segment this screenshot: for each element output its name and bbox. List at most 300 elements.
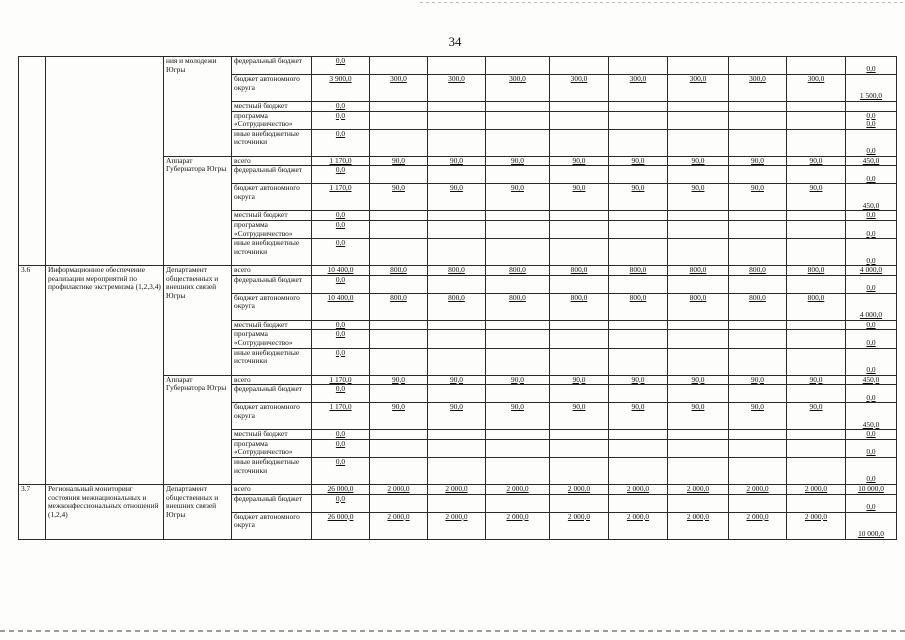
year-amount-cell: 90,0 bbox=[370, 403, 428, 430]
funding-source-cell: федеральный бюджет bbox=[232, 57, 312, 75]
year-amount-cell bbox=[428, 57, 486, 75]
year-amount-cell bbox=[609, 348, 668, 375]
funding-source-cell: местный бюджет bbox=[232, 211, 312, 221]
period-amount-cell: 450,0 bbox=[846, 156, 897, 166]
year-amount-cell bbox=[729, 320, 787, 330]
total-amount-cell: 0,0 bbox=[312, 129, 370, 156]
period-amount-cell: 0,0 bbox=[846, 57, 897, 75]
year-amount-cell bbox=[787, 220, 846, 238]
funding-source-cell: местный бюджет bbox=[232, 430, 312, 440]
year-amount-cell: 800,0 bbox=[428, 293, 486, 320]
funding-source-cell: бюджет автономного округа bbox=[232, 403, 312, 430]
year-amount-cell: 90,0 bbox=[550, 156, 609, 166]
funding-source-cell: программа «Сотрудничество» bbox=[232, 220, 312, 238]
year-amount-cell: 90,0 bbox=[787, 403, 846, 430]
total-amount-cell: 1 170,0 bbox=[312, 403, 370, 430]
year-amount-cell bbox=[428, 239, 486, 266]
funding-source-cell: федеральный бюджет bbox=[232, 166, 312, 184]
year-amount-cell bbox=[370, 239, 428, 266]
period-amount-cell: 0,0 bbox=[846, 494, 897, 512]
year-amount-cell bbox=[428, 275, 486, 293]
year-amount-cell bbox=[428, 102, 486, 112]
year-amount-cell bbox=[668, 457, 729, 484]
total-amount-cell: 0,0 bbox=[312, 57, 370, 75]
funding-source-cell: бюджет автономного округа bbox=[232, 512, 312, 539]
year-amount-cell: 300,0 bbox=[370, 75, 428, 102]
year-amount-cell bbox=[428, 111, 486, 129]
table-row bbox=[19, 266, 897, 276]
year-amount-cell: 2 000,0 bbox=[668, 484, 729, 494]
year-amount-cell bbox=[428, 220, 486, 238]
year-amount-cell bbox=[609, 166, 668, 184]
year-amount-cell bbox=[428, 385, 486, 403]
year-amount-cell: 800,0 bbox=[729, 293, 787, 320]
year-amount-cell bbox=[550, 275, 609, 293]
period-amount-cell: 0,0 bbox=[846, 239, 897, 266]
year-amount-cell bbox=[370, 102, 428, 112]
year-amount-cell: 300,0 bbox=[428, 75, 486, 102]
year-amount-cell bbox=[787, 439, 846, 457]
year-amount-cell bbox=[370, 129, 428, 156]
year-amount-cell bbox=[729, 220, 787, 238]
year-amount-cell bbox=[729, 330, 787, 348]
year-amount-cell bbox=[609, 111, 668, 129]
year-amount-cell: 800,0 bbox=[668, 293, 729, 320]
year-amount-cell bbox=[428, 129, 486, 156]
year-amount-cell bbox=[370, 385, 428, 403]
year-amount-cell: 2 000,0 bbox=[486, 512, 550, 539]
year-amount-cell bbox=[668, 275, 729, 293]
year-amount-cell bbox=[550, 494, 609, 512]
year-amount-cell bbox=[486, 348, 550, 375]
year-amount-cell bbox=[668, 57, 729, 75]
year-amount-cell bbox=[729, 111, 787, 129]
funding-source-cell: местный бюджет bbox=[232, 320, 312, 330]
year-amount-cell bbox=[370, 494, 428, 512]
year-amount-cell: 90,0 bbox=[729, 184, 787, 211]
year-amount-cell bbox=[787, 239, 846, 266]
year-amount-cell: 90,0 bbox=[668, 184, 729, 211]
year-amount-cell bbox=[668, 211, 729, 221]
year-amount-cell bbox=[729, 430, 787, 440]
year-amount-cell bbox=[609, 320, 668, 330]
year-amount-cell bbox=[550, 348, 609, 375]
year-amount-cell bbox=[550, 330, 609, 348]
year-amount-cell bbox=[609, 385, 668, 403]
year-amount-cell bbox=[787, 211, 846, 221]
year-amount-cell bbox=[609, 102, 668, 112]
task-cell bbox=[46, 57, 164, 266]
year-amount-cell: 300,0 bbox=[550, 75, 609, 102]
year-amount-cell bbox=[550, 57, 609, 75]
funding-source-cell: бюджет автономного округа bbox=[232, 293, 312, 320]
funding-source-cell: бюджет автономного округа bbox=[232, 75, 312, 102]
year-amount-cell bbox=[787, 275, 846, 293]
funding-source-cell: иные внебюджетные источники bbox=[232, 129, 312, 156]
year-amount-cell bbox=[486, 111, 550, 129]
year-amount-cell bbox=[550, 211, 609, 221]
year-amount-cell bbox=[370, 275, 428, 293]
year-amount-cell: 800,0 bbox=[787, 266, 846, 276]
year-amount-cell: 800,0 bbox=[370, 293, 428, 320]
year-amount-cell: 2 000,0 bbox=[370, 484, 428, 494]
year-amount-cell: 90,0 bbox=[550, 403, 609, 430]
funding-source-cell: всего bbox=[232, 484, 312, 494]
page-number: 34 bbox=[448, 34, 462, 49]
year-amount-cell bbox=[668, 111, 729, 129]
year-amount-cell: 800,0 bbox=[609, 293, 668, 320]
year-amount-cell: 2 000,0 bbox=[609, 512, 668, 539]
year-amount-cell: 2 000,0 bbox=[729, 484, 787, 494]
year-amount-cell bbox=[428, 211, 486, 221]
row-number-cell: 3.7 bbox=[19, 484, 46, 539]
year-amount-cell bbox=[609, 220, 668, 238]
year-amount-cell: 90,0 bbox=[668, 403, 729, 430]
year-amount-cell: 800,0 bbox=[550, 266, 609, 276]
year-amount-cell bbox=[428, 457, 486, 484]
period-amount-cell bbox=[846, 102, 897, 112]
year-amount-cell bbox=[787, 102, 846, 112]
year-amount-cell bbox=[550, 166, 609, 184]
year-amount-cell bbox=[668, 494, 729, 512]
period-amount-cell: 0,0 bbox=[846, 430, 897, 440]
year-amount-cell bbox=[668, 430, 729, 440]
year-amount-cell bbox=[787, 430, 846, 440]
year-amount-cell bbox=[729, 129, 787, 156]
year-amount-cell bbox=[486, 320, 550, 330]
year-amount-cell bbox=[729, 57, 787, 75]
year-amount-cell bbox=[486, 457, 550, 484]
year-amount-cell: 90,0 bbox=[428, 375, 486, 385]
scan-edge-top bbox=[420, 2, 905, 3]
period-amount-cell: 0,0 bbox=[846, 275, 897, 293]
funding-source-cell: всего bbox=[232, 156, 312, 166]
period-amount-cell: 0,0 bbox=[846, 348, 897, 375]
year-amount-cell: 2 000,0 bbox=[486, 484, 550, 494]
year-amount-cell bbox=[550, 239, 609, 266]
year-amount-cell bbox=[550, 111, 609, 129]
total-amount-cell: 0,0 bbox=[312, 220, 370, 238]
year-amount-cell: 90,0 bbox=[428, 156, 486, 166]
funding-source-cell: всего bbox=[232, 375, 312, 385]
total-amount-cell: 0,0 bbox=[312, 330, 370, 348]
year-amount-cell bbox=[729, 166, 787, 184]
total-amount-cell: 0,0 bbox=[312, 430, 370, 440]
year-amount-cell: 90,0 bbox=[486, 403, 550, 430]
year-amount-cell bbox=[729, 239, 787, 266]
year-amount-cell bbox=[550, 430, 609, 440]
year-amount-cell: 90,0 bbox=[486, 156, 550, 166]
year-amount-cell bbox=[370, 430, 428, 440]
year-amount-cell bbox=[609, 57, 668, 75]
year-amount-cell bbox=[787, 57, 846, 75]
year-amount-cell: 90,0 bbox=[370, 184, 428, 211]
year-amount-cell: 800,0 bbox=[370, 266, 428, 276]
year-amount-cell bbox=[486, 129, 550, 156]
year-amount-cell bbox=[787, 129, 846, 156]
year-amount-cell bbox=[668, 166, 729, 184]
year-amount-cell: 300,0 bbox=[609, 75, 668, 102]
table-row bbox=[19, 57, 897, 75]
year-amount-cell: 800,0 bbox=[729, 266, 787, 276]
year-amount-cell: 90,0 bbox=[370, 375, 428, 385]
total-amount-cell: 10 400,0 bbox=[312, 266, 370, 276]
year-amount-cell: 2 000,0 bbox=[550, 512, 609, 539]
year-amount-cell bbox=[428, 430, 486, 440]
year-amount-cell: 800,0 bbox=[668, 266, 729, 276]
total-amount-cell: 0,0 bbox=[312, 102, 370, 112]
year-amount-cell: 90,0 bbox=[609, 156, 668, 166]
executor-cell: Департамент общественных и внешних связей Югры bbox=[164, 484, 232, 539]
year-amount-cell bbox=[370, 330, 428, 348]
executor-cell: Департамент общественных и внешних связей Югры bbox=[164, 266, 232, 375]
year-amount-cell bbox=[787, 330, 846, 348]
total-amount-cell: 0,0 bbox=[312, 494, 370, 512]
year-amount-cell: 300,0 bbox=[787, 75, 846, 102]
year-amount-cell bbox=[668, 102, 729, 112]
year-amount-cell bbox=[729, 211, 787, 221]
funding-source-cell: программа «Сотрудничество» bbox=[232, 330, 312, 348]
year-amount-cell bbox=[486, 430, 550, 440]
funding-source-cell: федеральный бюджет bbox=[232, 275, 312, 293]
period-amount-cell: 0,0 bbox=[846, 385, 897, 403]
period-amount-cell: 4 000,0 bbox=[846, 266, 897, 276]
funding-source-cell: иные внебюджетные источники bbox=[232, 239, 312, 266]
year-amount-cell: 2 000,0 bbox=[550, 484, 609, 494]
year-amount-cell bbox=[609, 439, 668, 457]
year-amount-cell bbox=[609, 430, 668, 440]
funding-source-cell: программа «Сотрудничество» bbox=[232, 111, 312, 129]
total-amount-cell: 0,0 bbox=[312, 348, 370, 375]
year-amount-cell bbox=[668, 385, 729, 403]
year-amount-cell bbox=[428, 166, 486, 184]
year-amount-cell bbox=[370, 211, 428, 221]
year-amount-cell: 90,0 bbox=[428, 403, 486, 430]
period-amount-cell: 0,0 0,0 bbox=[846, 111, 897, 129]
year-amount-cell bbox=[428, 330, 486, 348]
period-amount-cell: 0,0 bbox=[846, 320, 897, 330]
year-amount-cell bbox=[550, 129, 609, 156]
year-amount-cell bbox=[486, 385, 550, 403]
year-amount-cell bbox=[428, 320, 486, 330]
year-amount-cell: 2 000,0 bbox=[370, 512, 428, 539]
year-amount-cell bbox=[609, 457, 668, 484]
total-amount-cell: 1 170,0 bbox=[312, 156, 370, 166]
year-amount-cell bbox=[370, 439, 428, 457]
year-amount-cell bbox=[486, 330, 550, 348]
year-amount-cell: 90,0 bbox=[609, 184, 668, 211]
period-amount-cell: 0,0 bbox=[846, 166, 897, 184]
year-amount-cell: 300,0 bbox=[486, 75, 550, 102]
year-amount-cell bbox=[550, 220, 609, 238]
year-amount-cell bbox=[609, 330, 668, 348]
funding-source-cell: бюджет автономного округа bbox=[232, 184, 312, 211]
budget-table bbox=[18, 56, 897, 540]
year-amount-cell: 90,0 bbox=[609, 375, 668, 385]
executor-cell: ния и молодежи Югры bbox=[164, 57, 232, 157]
year-amount-cell bbox=[486, 220, 550, 238]
year-amount-cell bbox=[428, 348, 486, 375]
year-amount-cell: 800,0 bbox=[486, 293, 550, 320]
period-amount-cell: 0,0 bbox=[846, 211, 897, 221]
year-amount-cell: 90,0 bbox=[668, 375, 729, 385]
funding-source-cell: всего bbox=[232, 266, 312, 276]
funding-source-cell: иные внебюджетные источники bbox=[232, 457, 312, 484]
year-amount-cell bbox=[609, 239, 668, 266]
total-amount-cell: 26 000,0 bbox=[312, 512, 370, 539]
year-amount-cell: 90,0 bbox=[729, 375, 787, 385]
year-amount-cell bbox=[550, 439, 609, 457]
year-amount-cell: 2 000,0 bbox=[729, 512, 787, 539]
year-amount-cell bbox=[729, 494, 787, 512]
period-amount-cell: 0,0 bbox=[846, 457, 897, 484]
year-amount-cell bbox=[370, 348, 428, 375]
total-amount-cell: 1 170,0 bbox=[312, 184, 370, 211]
year-amount-cell bbox=[486, 211, 550, 221]
year-amount-cell bbox=[486, 166, 550, 184]
total-amount-cell: 0,0 bbox=[312, 275, 370, 293]
year-amount-cell: 800,0 bbox=[428, 266, 486, 276]
year-amount-cell bbox=[550, 385, 609, 403]
period-amount-cell: 10 000,0 bbox=[846, 484, 897, 494]
total-amount-cell: 0,0 bbox=[312, 320, 370, 330]
year-amount-cell bbox=[729, 275, 787, 293]
table-body bbox=[19, 57, 897, 540]
year-amount-cell bbox=[486, 102, 550, 112]
year-amount-cell: 90,0 bbox=[787, 375, 846, 385]
funding-source-cell: местный бюджет bbox=[232, 102, 312, 112]
year-amount-cell bbox=[486, 439, 550, 457]
year-amount-cell bbox=[370, 457, 428, 484]
year-amount-cell bbox=[428, 439, 486, 457]
year-amount-cell bbox=[668, 220, 729, 238]
period-amount-cell: 10 000,0 bbox=[846, 512, 897, 539]
year-amount-cell bbox=[729, 348, 787, 375]
period-amount-cell: 0,0 bbox=[846, 330, 897, 348]
year-amount-cell: 90,0 bbox=[370, 156, 428, 166]
year-amount-cell: 2 000,0 bbox=[787, 484, 846, 494]
total-amount-cell: 0,0 bbox=[312, 166, 370, 184]
year-amount-cell: 90,0 bbox=[486, 375, 550, 385]
year-amount-cell bbox=[550, 457, 609, 484]
period-amount-cell: 0,0 bbox=[846, 129, 897, 156]
year-amount-cell bbox=[787, 348, 846, 375]
executor-cell: Аппарат Губернатора Югры bbox=[164, 375, 232, 484]
year-amount-cell: 90,0 bbox=[729, 403, 787, 430]
year-amount-cell: 800,0 bbox=[609, 266, 668, 276]
year-amount-cell bbox=[729, 385, 787, 403]
year-amount-cell bbox=[486, 57, 550, 75]
year-amount-cell: 90,0 bbox=[550, 184, 609, 211]
year-amount-cell bbox=[486, 275, 550, 293]
year-amount-cell: 90,0 bbox=[486, 184, 550, 211]
year-amount-cell: 2 000,0 bbox=[428, 484, 486, 494]
executor-cell: Аппарат Губернатора Югры bbox=[164, 156, 232, 265]
scan-edge-bottom bbox=[0, 630, 905, 632]
year-amount-cell bbox=[787, 320, 846, 330]
total-amount-cell: 0,0 bbox=[312, 439, 370, 457]
year-amount-cell bbox=[787, 111, 846, 129]
year-amount-cell: 800,0 bbox=[787, 293, 846, 320]
year-amount-cell bbox=[370, 111, 428, 129]
funding-source-cell: иные внебюджетные источники bbox=[232, 348, 312, 375]
total-amount-cell: 0,0 bbox=[312, 239, 370, 266]
year-amount-cell bbox=[787, 457, 846, 484]
year-amount-cell: 2 000,0 bbox=[787, 512, 846, 539]
year-amount-cell bbox=[787, 166, 846, 184]
year-amount-cell bbox=[370, 57, 428, 75]
period-amount-cell: 450,0 bbox=[846, 375, 897, 385]
year-amount-cell: 90,0 bbox=[609, 403, 668, 430]
year-amount-cell bbox=[668, 239, 729, 266]
year-amount-cell: 800,0 bbox=[486, 266, 550, 276]
period-amount-cell: 450,0 bbox=[846, 184, 897, 211]
year-amount-cell bbox=[787, 494, 846, 512]
year-amount-cell bbox=[609, 494, 668, 512]
year-amount-cell: 2 000,0 bbox=[428, 512, 486, 539]
row-number-cell bbox=[19, 57, 46, 266]
year-amount-cell: 300,0 bbox=[668, 75, 729, 102]
year-amount-cell bbox=[370, 166, 428, 184]
year-amount-cell bbox=[609, 129, 668, 156]
year-amount-cell: 90,0 bbox=[787, 184, 846, 211]
year-amount-cell bbox=[486, 239, 550, 266]
year-amount-cell bbox=[550, 102, 609, 112]
year-amount-cell bbox=[370, 320, 428, 330]
year-amount-cell bbox=[729, 457, 787, 484]
year-amount-cell bbox=[668, 320, 729, 330]
year-amount-cell: 90,0 bbox=[550, 375, 609, 385]
year-amount-cell bbox=[609, 275, 668, 293]
year-amount-cell: 800,0 bbox=[550, 293, 609, 320]
period-amount-cell: 1 500,0 bbox=[846, 75, 897, 102]
total-amount-cell: 10 400,0 bbox=[312, 293, 370, 320]
year-amount-cell bbox=[668, 348, 729, 375]
year-amount-cell bbox=[668, 129, 729, 156]
period-amount-cell: 450,0 bbox=[846, 403, 897, 430]
total-amount-cell: 3 900,0 bbox=[312, 75, 370, 102]
year-amount-cell bbox=[609, 211, 668, 221]
year-amount-cell: 2 000,0 bbox=[668, 512, 729, 539]
task-cell: Информационное обеспечение реализации мероприятий по профилактике экстремизма (1,2,3,4) bbox=[46, 266, 164, 485]
year-amount-cell: 90,0 bbox=[428, 184, 486, 211]
task-cell: Региональный мониторинг состояния межнациональных и межконфессиональных отношений (1,2,4) bbox=[46, 484, 164, 539]
year-amount-cell bbox=[787, 385, 846, 403]
year-amount-cell bbox=[428, 494, 486, 512]
total-amount-cell: 0,0 bbox=[312, 385, 370, 403]
row-number-cell: 3.6 bbox=[19, 266, 46, 485]
year-amount-cell bbox=[668, 439, 729, 457]
period-amount-cell: 0,0 bbox=[846, 439, 897, 457]
year-amount-cell bbox=[370, 220, 428, 238]
year-amount-cell bbox=[550, 320, 609, 330]
period-amount-cell: 0,0 bbox=[846, 220, 897, 238]
year-amount-cell bbox=[668, 330, 729, 348]
year-amount-cell: 90,0 bbox=[729, 156, 787, 166]
funding-source-cell: программа «Сотрудничество» bbox=[232, 439, 312, 457]
total-amount-cell: 0,0 bbox=[312, 211, 370, 221]
year-amount-cell: 90,0 bbox=[668, 156, 729, 166]
year-amount-cell bbox=[729, 439, 787, 457]
year-amount-cell: 90,0 bbox=[787, 156, 846, 166]
total-amount-cell: 0,0 bbox=[312, 111, 370, 129]
total-amount-cell: 0,0 bbox=[312, 457, 370, 484]
funding-source-cell: федеральный бюджет bbox=[232, 385, 312, 403]
year-amount-cell bbox=[486, 494, 550, 512]
funding-source-cell: федеральный бюджет bbox=[232, 494, 312, 512]
year-amount-cell bbox=[729, 102, 787, 112]
period-amount-cell: 4 000,0 bbox=[846, 293, 897, 320]
